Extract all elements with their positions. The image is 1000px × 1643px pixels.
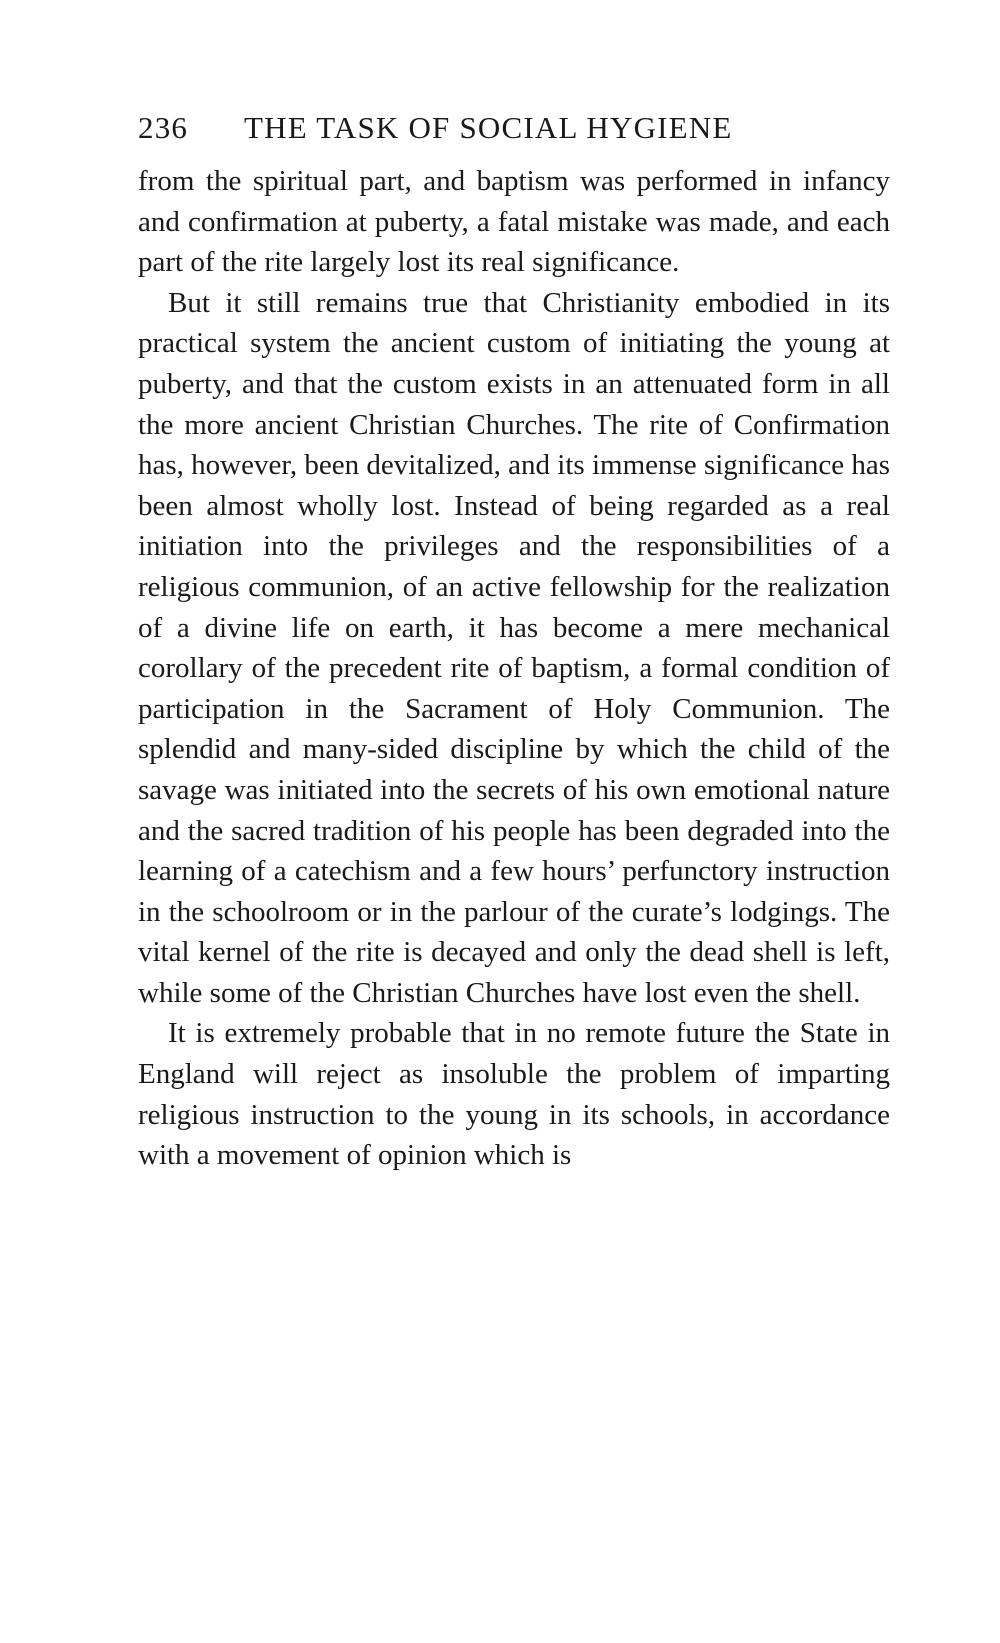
running-head xyxy=(138,106,898,150)
paragraph-continued: from the spiritual part, and baptism was performed in infancy and confirmation at puberty, a fatal mistake was made, and each part of the rite largely lost its real significance. xyxy=(138,165,890,279)
page-number: 236 xyxy=(138,110,189,145)
paragraph-confirmation: But it still remains true that Christianity embodied in its practical system the ancient custom of initiating the young at puberty, and that the custom exists in an attenuated form in all the more ancient Christian Churches. The rite of Confirmation has, however, been devitalized, and its immense significance has been almost wholly lost. Instead of being regarded as a real initiation into the privileges and the responsibilities of a religious communion, of an active fellowship for the realization of a divine life on earth, it has become a mere mechanical corollary of the precedent rite of baptism, a formal condition of participation in the Sacrament of Holy Communion. The splendid and many-sided discipline by which the child of the savage was initiated into the secrets of his own emotional nature and the sacred tradition of his people has been degraded into the learning of a catechism and a few hours’ perfunctory instruction in the schoolroom or in the parlour of the curate’s lodgings. The vital kernel of the rite is decayed and only the dead shell is left, while some of the Christian Churches have lost even the shell. xyxy=(138,286,890,1009)
body-text xyxy=(138,161,890,1176)
running-title: THE TASK OF SOCIAL HYGIENE xyxy=(244,110,733,145)
paragraph-state-england: It is extremely probable that in no remote future the State in England will reject as insoluble the problem of imparting religious instruction to the young in its schools, in accordance with a movement of opinion which is xyxy=(138,1017,890,1172)
